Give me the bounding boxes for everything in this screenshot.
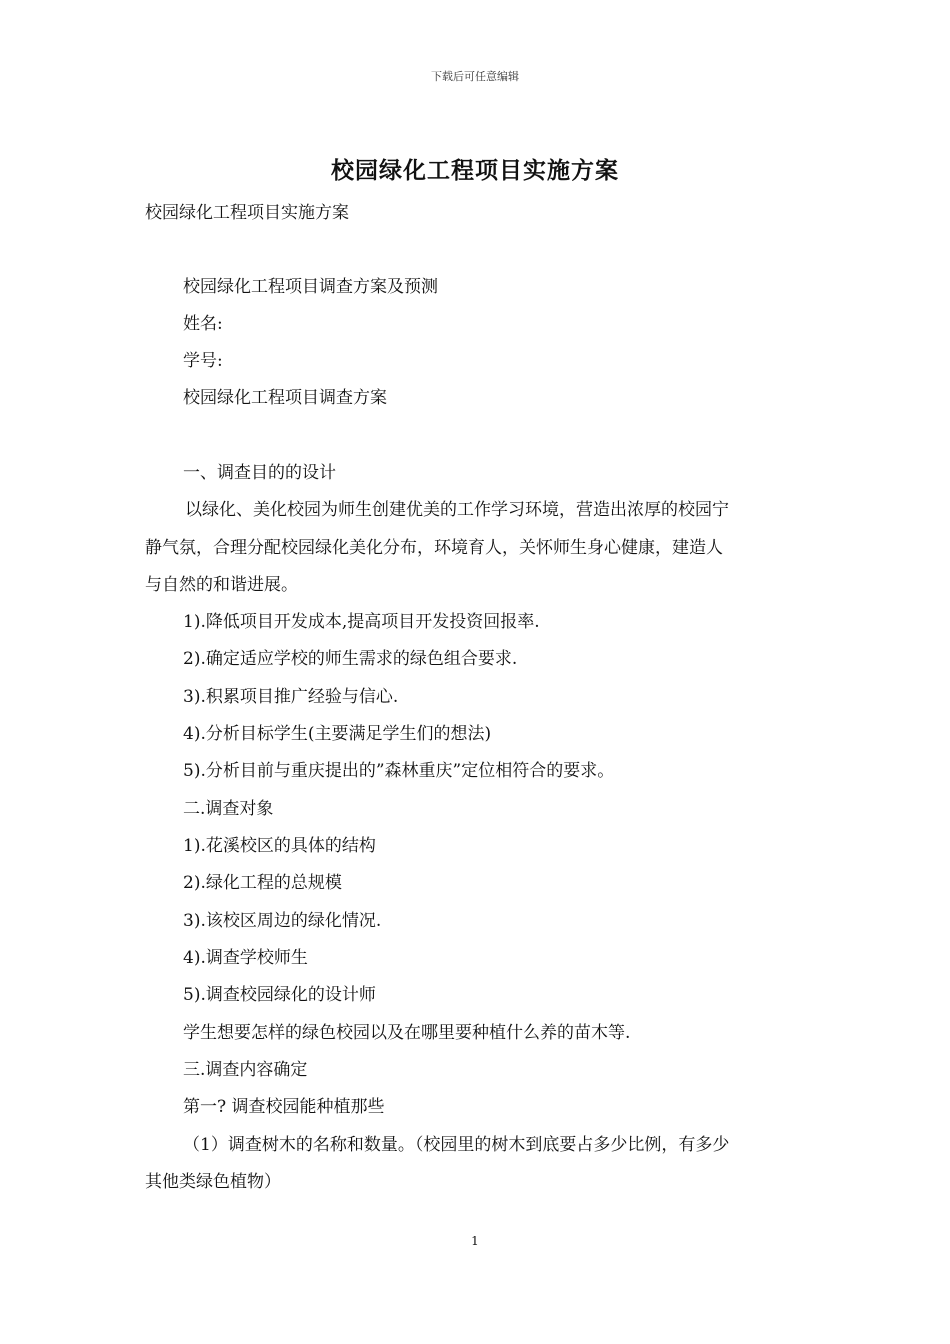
section2-heading: 二.调查对象 xyxy=(183,799,274,819)
section1-item: 4).分析目标学生(主要满足学生们的想法) xyxy=(183,724,492,744)
header-note: 下载后可任意编辑 xyxy=(431,70,519,83)
name-label: 姓名: xyxy=(183,314,223,334)
section2-item: 1).花溪校区的具体的结构 xyxy=(183,836,376,856)
section1-paragraph-line: 与自然的和谐进展。 xyxy=(145,575,298,595)
section3-heading: 三.调查内容确定 xyxy=(183,1060,308,1080)
section3-subheading: 第一? 调查校园能种植那些 xyxy=(183,1097,385,1117)
section2-item: 2).绿化工程的总规模 xyxy=(183,873,342,893)
section2-item: 3).该校区周边的绿化情况. xyxy=(183,911,382,931)
subtitle: 校园绿化工程项目实施方案 xyxy=(145,203,349,223)
section1-paragraph-line: 以绿化、美化校园为师生创建优美的工作学习环境，营造出浓厚的校园宁 xyxy=(185,500,729,520)
plan-title: 校园绿化工程项目调查方案 xyxy=(183,388,387,408)
section1-item: 2).确定适应学校的师生需求的绿色组合要求. xyxy=(183,649,518,669)
section1-paragraph-line: 静气氛，合理分配校园绿化美化分布，环境育人，关怀师生身心健康，建造人 xyxy=(145,538,723,558)
survey-title: 校园绿化工程项目调查方案及预测 xyxy=(183,277,438,297)
section1-item: 5).分析目前与重庆提出的”森林重庆”定位相符合的要求。 xyxy=(183,761,615,781)
section2-item: 5).调查校园绿化的设计师 xyxy=(183,985,376,1005)
section3-paragraph-line: 其他类绿色植物） xyxy=(145,1172,281,1192)
page-number: 1 xyxy=(471,1234,479,1248)
section1-item: 1).降低项目开发成本,提高项目开发投资回报率. xyxy=(183,612,540,632)
section1-item: 3).积累项目推广经验与信心. xyxy=(183,687,399,707)
document-title: 校园绿化工程项目实施方案 xyxy=(331,158,619,184)
section1-heading: 一、调查目的的设计 xyxy=(183,463,336,483)
student-id-label: 学号: xyxy=(183,351,223,371)
section2-note: 学生想要怎样的绿色校园以及在哪里要种植什么养的苗木等. xyxy=(183,1023,631,1043)
section3-paragraph-line: （1）调查树木的名称和数量。（校园里的树木到底要占多少比例，有多少 xyxy=(183,1135,730,1155)
section2-item: 4).调查学校师生 xyxy=(183,948,308,968)
